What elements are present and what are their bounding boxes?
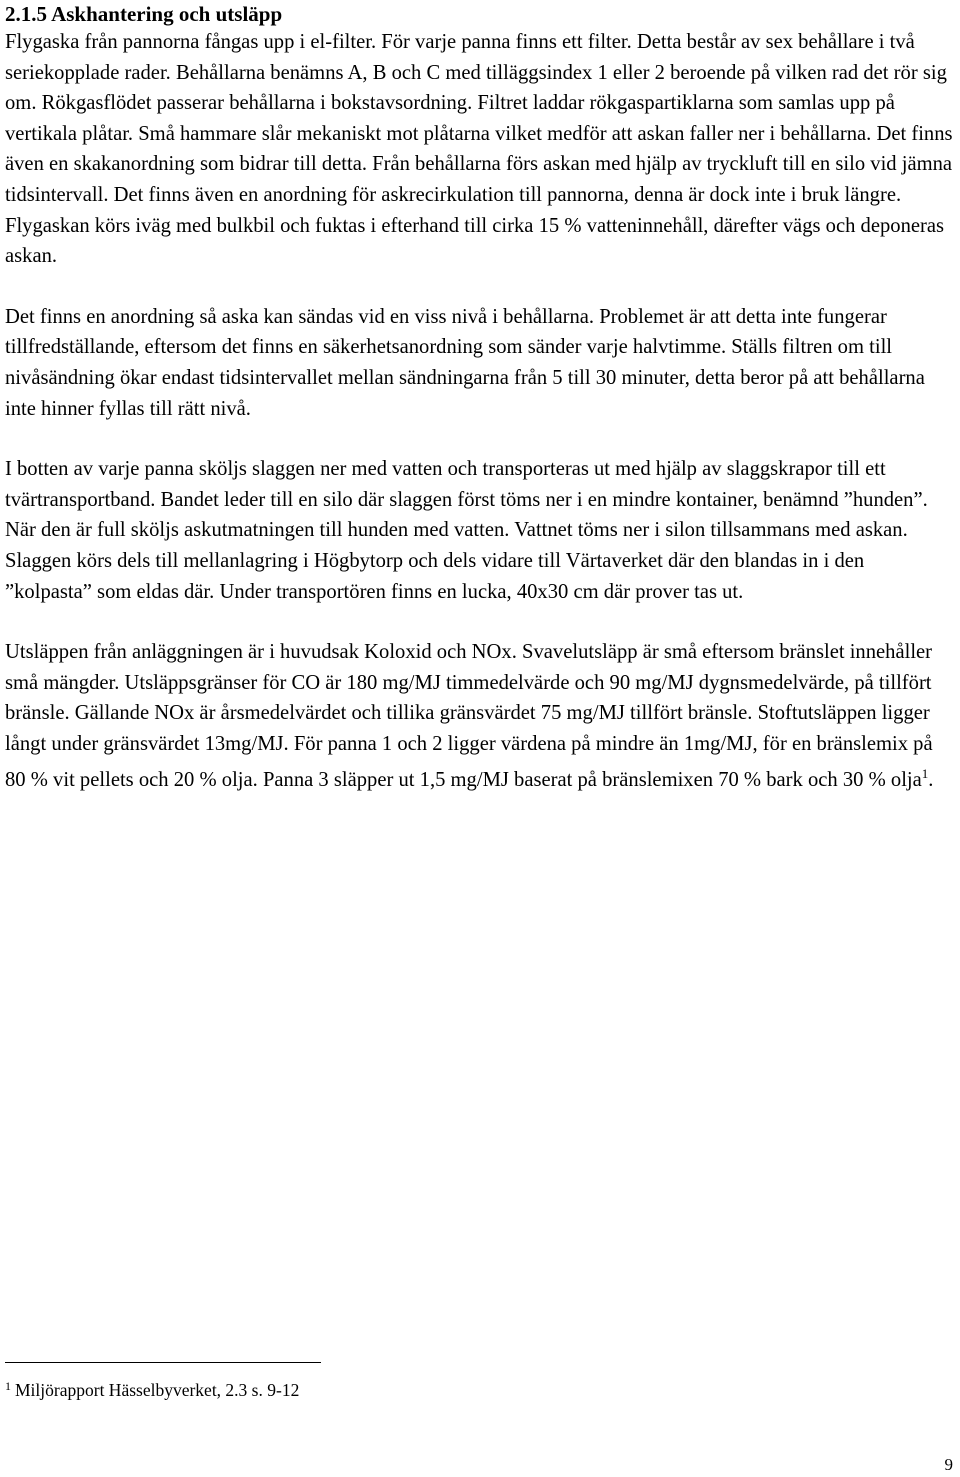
paragraph-gap (5, 424, 953, 454)
footnote-separator (5, 1362, 321, 1363)
footnote (5, 1374, 299, 1402)
sentence-period: . (928, 769, 934, 792)
paragraph-flygaska: Flygaska från pannorna fångas upp i el-filter. För varje panna finns ett filter. Detta består av sex behållare i två seriekopplade rader. Behållarna benämns A, B och C med tilläggsindex 1 eller 2 beroende på vilken rad det rör sig om. Rökgasflödet passerar behållarna i bokstavsordning. Filtret laddar rökgaspartiklarna som samlas upp på vertikala plåtar. Små hammare slår mekaniskt mot plåtarna vilket medför att askan faller ner i behållarna. Det finns även en skakanordning som bidrar till detta. Från behållarna förs askan med hjälp av tryckluft till en silo vid jämna tidsintervall. Det finns även en anordning för askrecirkulation till pannorna, denna är dock inte i bruk längre. Flygaskan körs iväg med bulkbil och fuktas i efterhand till cirka 15 % vatteninnehåll, därefter vägs och deponeras askan. (5, 31, 953, 268)
paragraph-nivasandning: Det finns en anordning så aska kan sändas vid en viss nivå i behållarna. Problemet är att detta inte fungerar tillfredställande, eftersom det finns en säkerhetsanordning som sänder varje halvtimme. Ställs filtren om till nivåsändning ökar endast tidsintervallet mellan sändningarna från 5 till 30 minuter, detta beror på att behållarna inte hinner fyllas till rätt nivå. (5, 305, 925, 420)
paragraph-gap (5, 607, 953, 637)
paragraph-gap (5, 272, 953, 302)
paragraph-utslapp-text: Utsläppen från anläggningen är i huvudsak Koloxid och NOx. Svavelutsläpp är små eftersom bränslet innehåller små mängder. Utsläppsgränser för CO är 180 mg/MJ timmedelvärde och 90 mg/MJ dygnsmedelvärde, på tillfört bränsle. Gällande NOx är årsmedelvärdet och tillika gränsvärdet 75 mg/MJ tillfört bränsle. Stoftutsläppen ligger långt under gränsvärdet 13mg/MJ. För panna 1 och 2 ligger värdena på mindre än 1mg/MJ, för en bränslemix på 80 % vit pellets och 20 % olja. Panna 3 släpper ut 1,5 mg/MJ baserat på bränslemixen 70 % bark och 30 % olja (5, 641, 933, 792)
document-page (5, 0, 953, 796)
footnote-reference[interactable]: 1 (921, 766, 929, 782)
page-number: 9 (944, 1455, 953, 1474)
paragraph-utslapp (5, 637, 953, 796)
footnote-marker: 1 (5, 1379, 11, 1393)
section-heading: 2.1.5 Askhantering och utsläpp (5, 2, 283, 26)
paragraph-slagg: I botten av varje panna sköljs slaggen ner med vatten och transporteras ut med hjälp av slaggskrapor till ett tvärtransportband. Bandet leder till en silo där slaggen först töms ner i en mindre kontainer, benämnd ”hunden”. När den är full sköljs askutmatningen till hunden med vatten. Vattnet töms ner i silon tillsammans med askan. Slaggen körs dels till mellanlagring i Högbytorp och dels vidare till Värtaverket där den blandas in i den ”kolpasta” som eldas där. Under transportören finns en lucka, 40x30 cm där prover tas ut. (5, 458, 928, 603)
footnote-text: Miljörapport Hässelbyverket, 2.3 s. 9-12 (15, 1380, 300, 1400)
